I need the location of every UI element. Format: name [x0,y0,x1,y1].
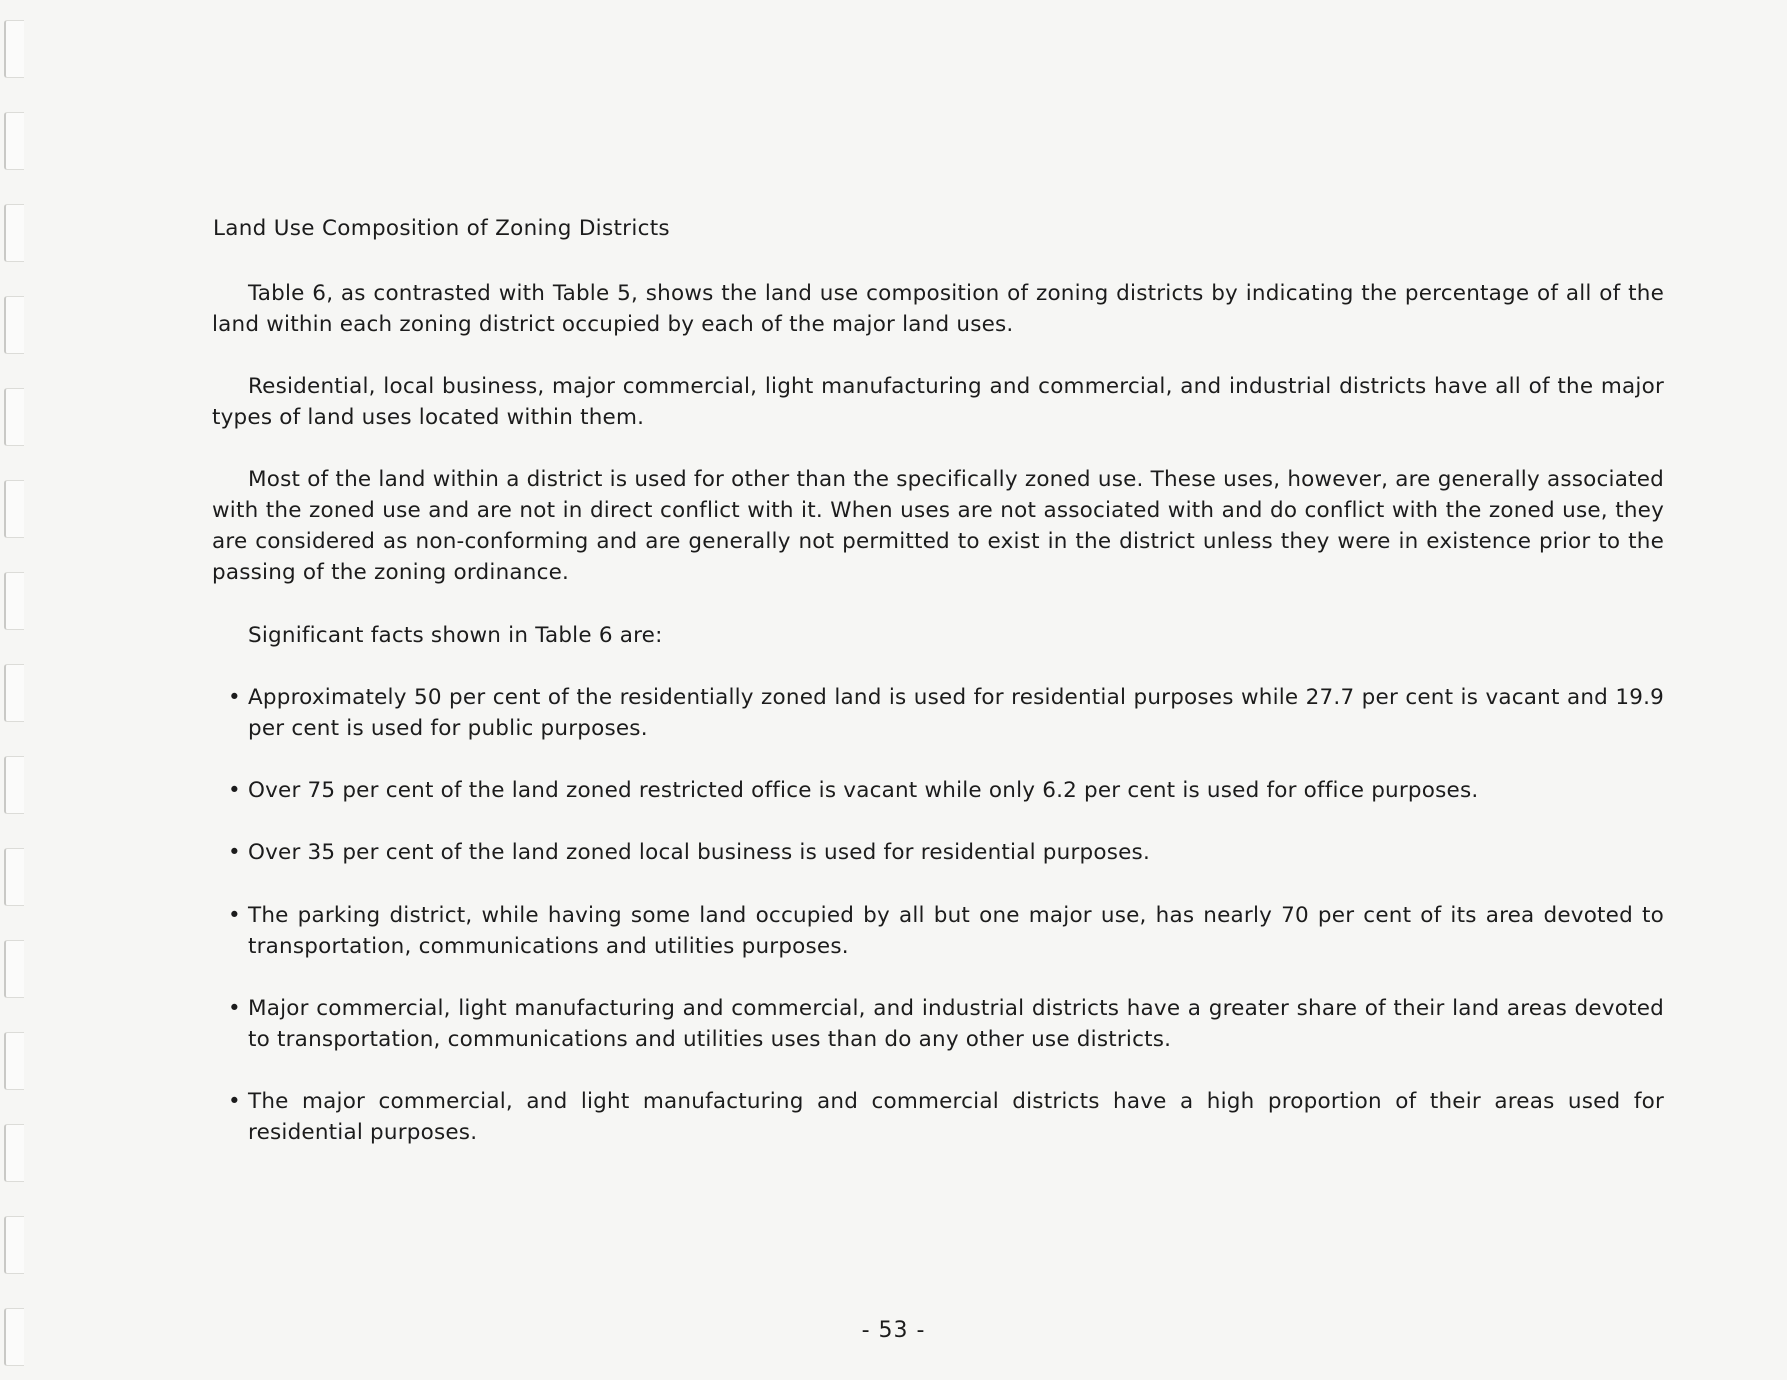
list-item [226,775,1664,806]
binder-hole [4,1032,24,1090]
bullet-icon: • [228,1089,241,1114]
list-item [226,837,1664,868]
list-item [226,1086,1664,1148]
list-item [226,900,1664,962]
paragraph: Most of the land within a district is used for other than the specifically zoned use. These uses, however, are generally associated with the zoned use and are not in direct conflict with it. When uses are not associated with and do conflict with the zoned use, they are considered as non-conforming and are generally not permitted to exist in the district unless they were in existence prior to the passing of the zoning ordinance. [212,467,1664,585]
binder-hole [4,480,24,538]
binder-hole [4,664,24,722]
list-item-text: Over 75 per cent of the land zoned restricted office is vacant while only 6.2 per cent is used for office purposes. [248,778,1479,803]
binder-hole [4,296,24,354]
binder-hole [4,204,24,262]
bullet-icon: • [228,778,241,803]
paragraph: Residential, local business, major commercial, light manufacturing and commercial, and industrial districts have all of the major types of land uses located within them. [212,374,1664,430]
list-item-text: Major commercial, light manufacturing and commercial, and industrial districts have a greater share of their land areas devoted to transportation, communications and utilities uses than do any other use districts. [248,996,1664,1052]
binder-hole [4,1216,24,1274]
list-item-text: The major commercial, and light manufacturing and commercial districts have a high proportion of their areas used for residential purposes. [248,1089,1664,1145]
list-item-text: The parking district, while having some land occupied by all but one major use, has nearly 70 per cent of its area devoted to transportation, communications and utilities purposes. [248,903,1664,959]
list-item-text: Approximately 50 per cent of the residentially zoned land is used for residential purposes while 27.7 per cent is vacant and 19.9 per cent is used for public purposes. [248,685,1664,741]
binder-hole [4,20,24,78]
binder-hole [4,388,24,446]
bullet-icon: • [228,996,241,1021]
page-number: - 53 - [861,1318,926,1343]
section-heading: Land Use Composition of Zoning Districts [213,216,670,241]
binder-hole [4,848,24,906]
binder-hole [4,1124,24,1182]
bullet-icon: • [228,903,241,928]
list-item [226,682,1664,744]
paragraph: Table 6, as contrasted with Table 5, shows the land use composition of zoning districts by indicating the percentage of all of the land within each zoning district occupied by each of the major land uses. [212,281,1664,337]
binder-hole [4,940,24,998]
bullet-icon: • [228,840,241,865]
binder-hole [4,572,24,630]
list-item-text: Over 35 per cent of the land zoned local business is used for residential purposes. [248,840,1150,865]
binder-hole [4,756,24,814]
binder-hole [4,112,24,170]
paragraph: Significant facts shown in Table 6 are: [248,623,663,648]
list-item [226,993,1664,1055]
bullet-icon: • [228,685,241,710]
